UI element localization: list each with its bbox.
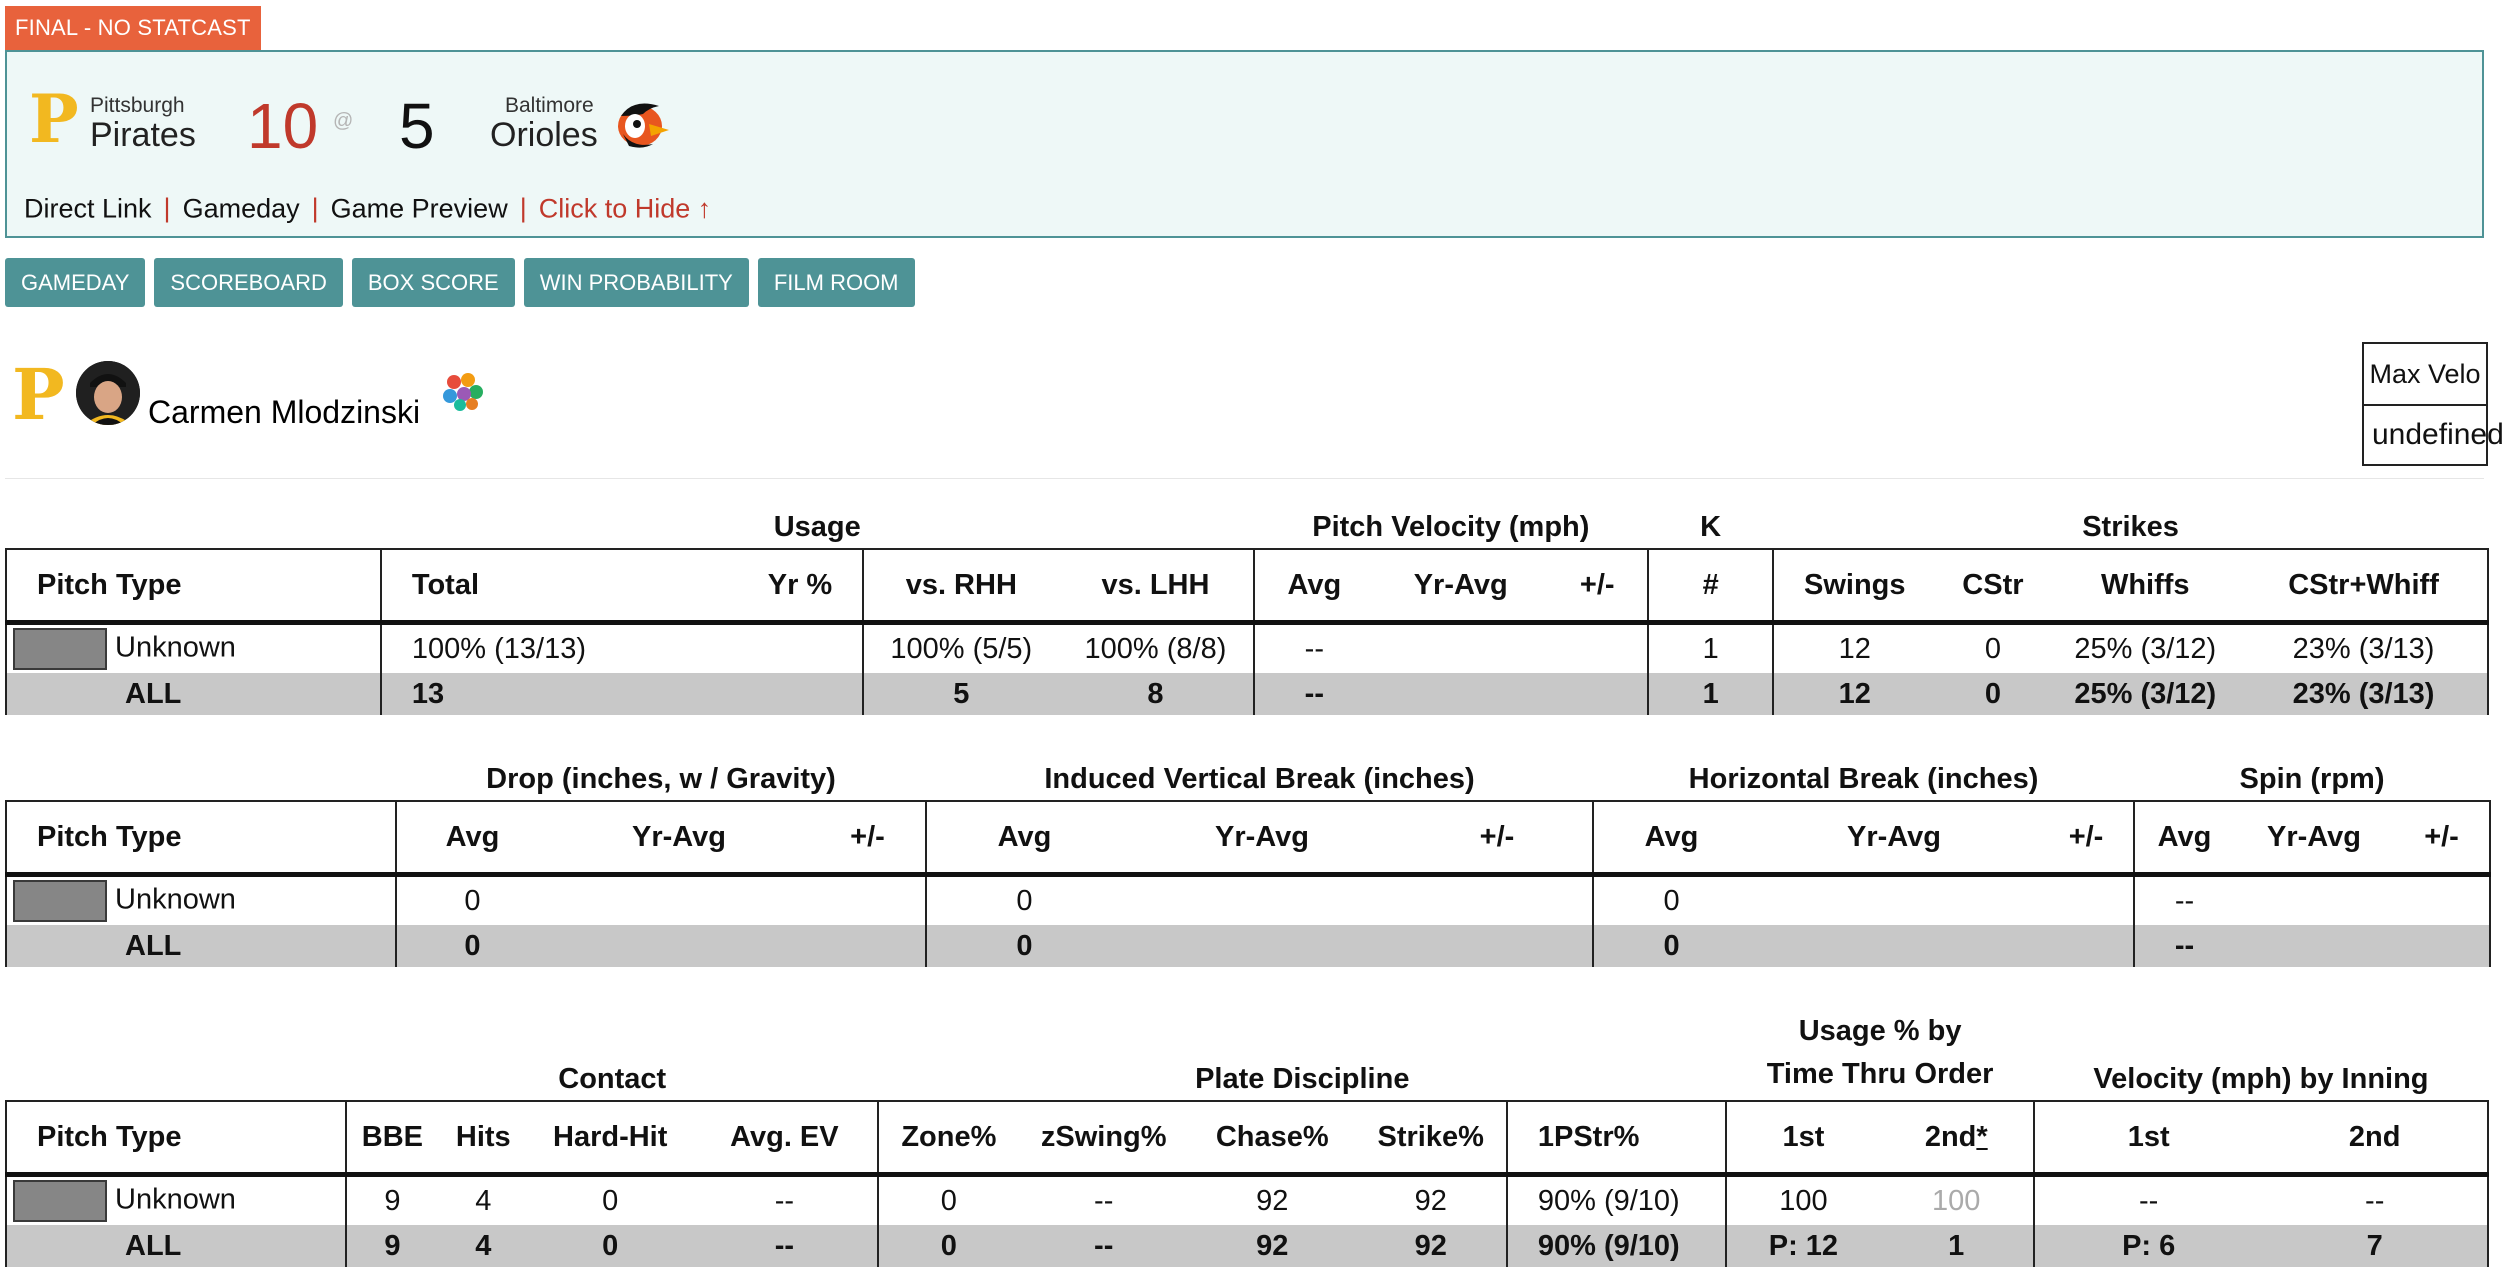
- all-bbe: 9: [346, 1225, 437, 1267]
- cell-velo-diff: [1547, 623, 1648, 674]
- all-k: 1: [1648, 673, 1773, 715]
- all-drop-avg: 0: [396, 925, 548, 967]
- table-row: [6, 623, 2488, 674]
- cell-k: 1: [1648, 623, 1773, 674]
- at-symbol: @: [333, 110, 354, 132]
- col-zone[interactable]: Zone%: [878, 1101, 1018, 1175]
- link-separator: |: [311, 193, 319, 224]
- col-yr-pct[interactable]: Yr %: [578, 549, 863, 623]
- col-pitch-type[interactable]: Pitch Type: [6, 1101, 346, 1175]
- col-pitch-type[interactable]: Pitch Type: [6, 549, 381, 623]
- contact-group-header: Contact: [558, 1063, 667, 1095]
- all-cstr: 0: [1935, 673, 2050, 715]
- table-row: [6, 875, 2490, 926]
- all-inning-1st: P: 6: [2034, 1225, 2262, 1267]
- pitch-type-label: Unknown: [115, 883, 236, 916]
- divider: [5, 478, 2484, 479]
- cell-velo-yr-avg: [1374, 623, 1547, 674]
- spin-group-header: Spin (rpm): [2239, 763, 2385, 795]
- game-status-badge: FINAL - NO STATCAST: [5, 6, 261, 50]
- hide-link[interactable]: Click to Hide ↑: [538, 193, 712, 224]
- cell-first-pitch-strike: 90% (9/10): [1507, 1175, 1726, 1226]
- ivb-group-header: Induced Vertical Break (inches): [1044, 763, 1475, 795]
- gameday-link[interactable]: Gameday: [182, 193, 300, 224]
- col-spin-yr-avg[interactable]: Yr-Avg: [2234, 801, 2394, 875]
- col-hb-avg[interactable]: Avg: [1593, 801, 1749, 875]
- col-velo-yr-avg[interactable]: Yr-Avg: [1374, 549, 1547, 623]
- link-separator: |: [519, 193, 527, 224]
- all-chase: 92: [1189, 1225, 1356, 1267]
- cell-whiffs: 25% (3/12): [2074, 632, 2217, 665]
- link-separator: |: [163, 193, 171, 224]
- velocity-group-header: Pitch Velocity (mph): [1312, 511, 1590, 543]
- all-hb-avg: 0: [1593, 925, 1749, 967]
- all-zone: 0: [878, 1225, 1018, 1267]
- col-first-pitch-strike[interactable]: 1PStr%: [1507, 1101, 1726, 1175]
- cell-cstr: 0: [1984, 632, 2001, 665]
- col-tto-2nd-label: 2nd: [1924, 1120, 1977, 1153]
- all-tto-1st: P: 12: [1726, 1225, 1879, 1267]
- movement-table: [5, 740, 2491, 967]
- scoreboard-button[interactable]: SCOREBOARD: [154, 258, 342, 307]
- col-ivb-avg[interactable]: Avg: [926, 801, 1122, 875]
- home-team-name: Orioles: [490, 116, 598, 154]
- col-velo-diff[interactable]: +/-: [1547, 549, 1648, 623]
- game-header: [5, 50, 2484, 238]
- col-tto-1st[interactable]: 1st: [1726, 1101, 1879, 1175]
- all-zswing: --: [1018, 1225, 1189, 1267]
- cell-cstr-whiff: 23% (3/13): [2240, 623, 2488, 674]
- col-pitch-type[interactable]: Pitch Type: [6, 801, 396, 875]
- all-swings: 12: [1773, 673, 1935, 715]
- tto-group-header: [1726, 1002, 2034, 1101]
- col-whiffs[interactable]: Whiffs: [2050, 549, 2240, 623]
- cell-strike: 92: [1414, 1184, 1447, 1217]
- all-total: 13: [381, 673, 578, 715]
- cell-zswing: --: [1094, 1184, 1114, 1217]
- col-vs-lhh[interactable]: vs. LHH: [1058, 549, 1253, 623]
- all-spin-avg: --: [2134, 925, 2234, 967]
- cell-inning-1st: --: [2034, 1175, 2262, 1226]
- col-inning-1st[interactable]: 1st: [2034, 1101, 2262, 1175]
- table-row-all: [6, 1225, 2488, 1267]
- col-tto-2nd[interactable]: [1880, 1101, 2034, 1175]
- col-drop-avg[interactable]: Avg: [396, 801, 548, 875]
- table-row-all: [6, 925, 2490, 967]
- pirates-logo-icon: P: [12, 353, 65, 436]
- cell-ivb-avg: 0: [926, 875, 1122, 926]
- win-probability-button[interactable]: WIN PROBABILITY: [524, 258, 749, 307]
- pitch-color-swatch: [13, 880, 107, 922]
- all-vs-lhh: 8: [1058, 673, 1253, 715]
- col-spin-avg[interactable]: Avg: [2134, 801, 2234, 875]
- cell-velo-avg: --: [1254, 623, 1375, 674]
- all-whiffs: 25% (3/12): [2050, 673, 2240, 715]
- cell-drop-avg: 0: [396, 875, 548, 926]
- col-avg-ev[interactable]: Avg. EV: [691, 1101, 878, 1175]
- all-first-pitch-strike: 90% (9/10): [1507, 1225, 1726, 1267]
- col-k-count[interactable]: #: [1648, 549, 1773, 623]
- pitch-color-swatch: [13, 1180, 107, 1222]
- col-total[interactable]: Total: [381, 549, 578, 623]
- pirates-logo-icon: P: [29, 80, 79, 158]
- table-row-all: [6, 673, 2488, 715]
- home-score: 5: [399, 90, 435, 162]
- cell-inning-2nd: --: [2262, 1175, 2488, 1226]
- all-ivb-avg: 0: [926, 925, 1122, 967]
- all-hard-hit: 0: [529, 1225, 691, 1267]
- cell-tto-1st: 100: [1726, 1175, 1879, 1226]
- col-hits[interactable]: Hits: [438, 1101, 529, 1175]
- pitch-color-swatch: [13, 628, 107, 670]
- cell-zone: 0: [878, 1175, 1018, 1226]
- usage-table: [5, 488, 2489, 715]
- col-hb-diff[interactable]: +/-: [2039, 801, 2134, 875]
- col-velo-avg[interactable]: Avg: [1254, 549, 1375, 623]
- cell-total: 100% (13/13): [381, 623, 578, 674]
- col-chase[interactable]: Chase%: [1189, 1101, 1356, 1175]
- max-velo-box: [2362, 342, 2504, 466]
- cell-vs-lhh: 100% (8/8): [1084, 632, 1227, 665]
- col-ivb-yr-avg[interactable]: Yr-Avg: [1122, 801, 1402, 875]
- away-score: 10: [247, 90, 319, 162]
- all-tto-2nd: 1: [1880, 1225, 2034, 1267]
- tto-header-line1: Usage % by: [1798, 1015, 1962, 1047]
- col-drop-yr-avg[interactable]: Yr-Avg: [548, 801, 810, 875]
- cell-avg-ev: --: [774, 1184, 795, 1217]
- footnote-star[interactable]: *: [1976, 1120, 1988, 1153]
- inning-group-header: Velocity (mph) by Inning: [2093, 1063, 2429, 1095]
- col-hb-yr-avg[interactable]: Yr-Avg: [1749, 801, 2039, 875]
- cell-chase: 92: [1256, 1184, 1289, 1217]
- pitch-type-label: Unknown: [115, 1183, 236, 1216]
- game-preview-link[interactable]: Game Preview: [330, 193, 508, 224]
- usage-group-header: Usage: [773, 511, 861, 543]
- k-group-header: K: [1700, 511, 1722, 543]
- col-cstr-whiff[interactable]: CStr+Whiff: [2240, 549, 2488, 623]
- col-cstr[interactable]: CStr: [1935, 549, 2050, 623]
- all-avg-ev: --: [691, 1225, 878, 1267]
- drop-group-header: Drop (inches, w / Gravity): [486, 763, 836, 795]
- all-label: ALL: [6, 925, 396, 967]
- cell-vs-rhh: 100% (5/5): [863, 623, 1058, 674]
- orioles-logo-icon: [613, 94, 671, 152]
- col-strike[interactable]: Strike%: [1356, 1101, 1507, 1175]
- strikes-group-header: Strikes: [2082, 511, 2179, 543]
- col-swings[interactable]: Swings: [1773, 549, 1935, 623]
- box-score-button[interactable]: BOX SCORE: [352, 258, 515, 307]
- all-label: ALL: [6, 673, 381, 715]
- home-team-city: Baltimore: [505, 94, 594, 117]
- cell-swings: 12: [1773, 623, 1935, 674]
- discipline-group-header: Plate Discipline: [1195, 1063, 1410, 1095]
- cell-spin-avg: --: [2134, 875, 2234, 926]
- away-team-name: Pirates: [90, 116, 196, 154]
- cell-hits: 4: [475, 1184, 492, 1217]
- all-vs-rhh: 5: [863, 673, 1058, 715]
- game-links: [24, 192, 711, 224]
- max-velo-label: Max Velo: [2364, 344, 2486, 406]
- hb-group-header: Horizontal Break (inches): [1688, 763, 2039, 795]
- player-name: Carmen Mlodzinski: [148, 394, 421, 430]
- cell-hard-hit: 0: [602, 1184, 619, 1217]
- cell-yr-pct: [578, 623, 863, 674]
- all-label: ALL: [6, 1225, 346, 1267]
- all-hits: 4: [438, 1225, 529, 1267]
- all-velo-avg: --: [1254, 673, 1375, 715]
- table-row: [6, 1175, 2488, 1226]
- direct-link[interactable]: Direct Link: [24, 193, 152, 224]
- col-spin-diff[interactable]: +/-: [2394, 801, 2490, 875]
- gameday-button[interactable]: GAMEDAY: [5, 258, 145, 307]
- col-hard-hit[interactable]: Hard-Hit: [529, 1101, 691, 1175]
- cell-bbe: 9: [346, 1175, 437, 1226]
- pitch-type-label: Unknown: [115, 631, 236, 664]
- all-cstr-whiff: 23% (3/13): [2240, 673, 2488, 715]
- cell-hb-avg: 0: [1593, 875, 1749, 926]
- tto-header-line2: Time Thru Order: [1766, 1058, 1994, 1090]
- col-vs-rhh[interactable]: vs. RHH: [863, 549, 1058, 623]
- cell-tto-2nd: 100: [1932, 1184, 1981, 1217]
- col-inning-2nd[interactable]: 2nd: [2262, 1101, 2488, 1175]
- all-inning-2nd: 7: [2262, 1225, 2488, 1267]
- col-ivb-diff[interactable]: +/-: [1402, 801, 1593, 875]
- player-avatar: [76, 361, 140, 425]
- pitch-mix-icon[interactable]: [442, 372, 484, 412]
- col-drop-diff[interactable]: +/-: [810, 801, 926, 875]
- film-room-button[interactable]: FILM ROOM: [758, 258, 915, 307]
- col-bbe[interactable]: BBE: [346, 1101, 437, 1175]
- nav-bar: [5, 258, 915, 307]
- all-strike: 92: [1356, 1225, 1507, 1267]
- col-zswing[interactable]: zSwing%: [1018, 1101, 1189, 1175]
- contact-table: [5, 1002, 2489, 1267]
- away-team-city: Pittsburgh: [90, 94, 185, 117]
- max-velo-value: undefined: [2372, 418, 2504, 451]
